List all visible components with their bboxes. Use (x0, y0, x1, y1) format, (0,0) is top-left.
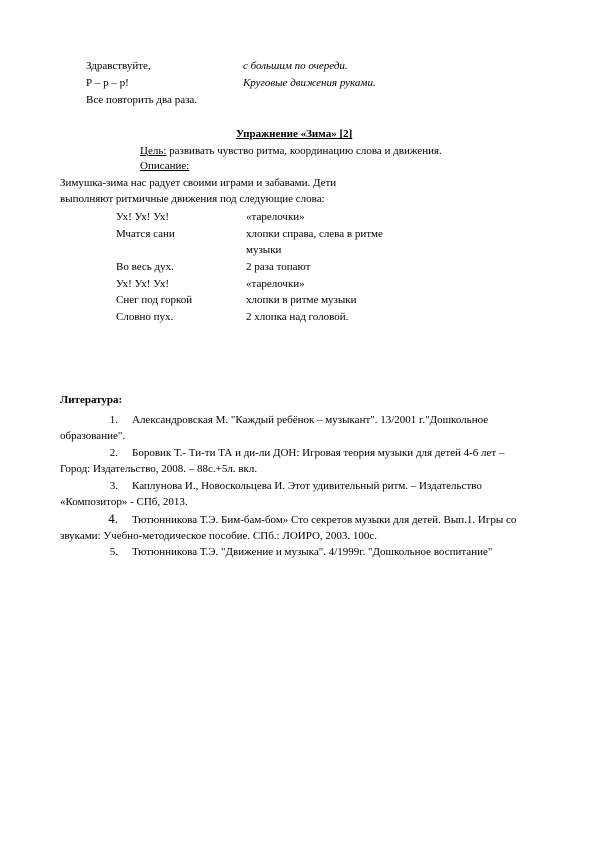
item-number: 2. (109, 447, 118, 459)
item-line1: Боровик Т.- Ти-ти ТА и ди-ли ДОН: Игровая теория музыки для детей 4-6 лет – (132, 447, 505, 459)
exercise-title: Упражнение «Зима» [2] (236, 128, 353, 140)
item-line2: Город: Издательство, 2008. – 88с.+5л. вкл. (60, 463, 258, 475)
goal-label: Цель: (140, 145, 167, 157)
goal-text: развивать чувство ритма, координацию слова и движения. (166, 145, 442, 157)
row-left: Во весь дух. (116, 261, 174, 273)
row-right: музыки (246, 244, 282, 256)
item-line1: Тютюнникова Т.Э. "Движение и музыка". 4/1999г. "Дошкольное воспитание" (132, 546, 493, 558)
item-number: 3. (109, 480, 118, 492)
exercise-goal (140, 145, 442, 158)
row-right: хлопки в ритме музыки (246, 294, 357, 306)
item-number: 5. (109, 546, 118, 558)
row-right: хлопки справа, слева в ритме (246, 228, 383, 240)
literature-item (60, 445, 542, 477)
row-right: 2 раза топают (246, 261, 311, 273)
row-right: 2 хлопка над головой. (246, 311, 349, 323)
row-right: «тарелочки» (246, 211, 305, 223)
item-line1: Александровская М. "Каждый ребёнок – музыкант". 13/2001 г."Дошкольное (132, 414, 489, 426)
row-left: Ух! Ух! Ух! (116, 278, 170, 290)
intro-line2: выполняют ритмичные движения под следующие слова: (60, 193, 325, 205)
greeting-line3: Все повторить два раза. (86, 94, 198, 106)
greeting-line2-left: Р – р – р! (86, 77, 129, 89)
literature-heading: Литература: (60, 394, 123, 406)
item-line2: звуками: Учебно-методическое пособие. СПб.: ЛОИРО, 2003. 100с. (60, 530, 378, 542)
literature-item (60, 544, 542, 560)
greeting-line1-left: Здравствуйте, (86, 60, 151, 72)
row-left: Снег под горкой (116, 294, 193, 306)
item-number: 4. (108, 511, 118, 526)
greeting-line1-right: с большим по очереди. (243, 60, 348, 72)
row-left: Мчатся сани (116, 228, 175, 240)
row-right: «тарелочки» (246, 278, 305, 290)
item-line1: Каплунова И., Новоскольцева И. Этот удивительный ритм. – Издательство (132, 480, 482, 492)
item-line1: Тютюнникова Т.Э. Бим-бам-бом» Сто секретов музыки для детей. Вып.1. Игры со (132, 514, 517, 526)
row-left: Ух! Ух! Ух! (116, 211, 170, 223)
description-label: Описание: (140, 160, 190, 172)
intro-line1: Зимушка-зима нас радует своими играми и забавами. Дети (60, 177, 337, 189)
row-left: Словно пух. (116, 311, 174, 323)
literature-item (60, 478, 542, 510)
item-number: 1. (109, 414, 118, 426)
literature-item (60, 511, 542, 544)
literature-item (60, 412, 542, 444)
greeting-line2-right: Круговые движения руками. (243, 77, 376, 89)
item-line2: образование". (60, 430, 126, 442)
item-line2: «Композитор» - СПб, 2013. (60, 496, 188, 508)
